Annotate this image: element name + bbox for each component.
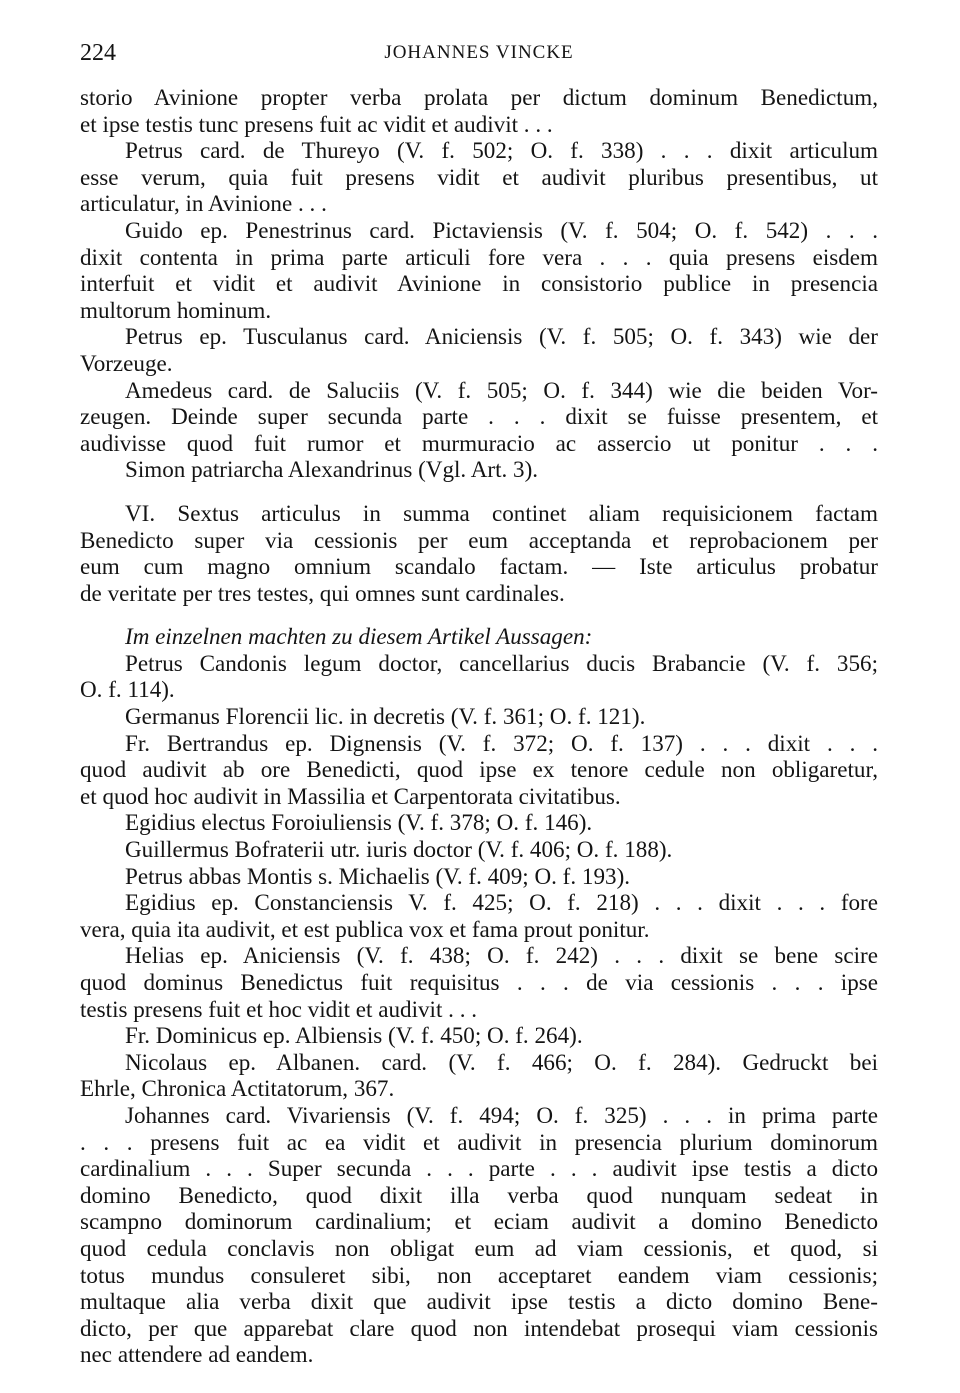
text-line: Petrus card. de Thureyo (V. f. 502; O. f. 338) . . . dixit articulum: [125, 137, 878, 164]
text-line: Vorzeuge.: [80, 349, 173, 376]
text-line: multaque alia verba dixit que audivit ipse testis a dicto domino Bene-: [80, 1288, 878, 1315]
text-line: Nicolaus ep. Albanen. card. (V. f. 466; O. f. 284). Gedruckt bei: [125, 1048, 878, 1075]
text-line: dixit contenta in prima parte articuli fore vera . . . quia presens eisdem: [80, 243, 878, 270]
text-line: quod audivit ab ore Benedicti, quod ipse ex tenore cedule non obligaretur,: [80, 756, 878, 783]
text-line: scampno dominorum cardinalium; et eciam audivit a domino Benedicto: [80, 1208, 878, 1235]
text-line: vera, quia ita audivit, et est publica vox et fama prout ponitur.: [80, 915, 650, 942]
text-line: articulatur, in Avinione . . .: [80, 190, 327, 217]
text-line: Ehrle, Chronica Actitatorum, 367.: [80, 1075, 395, 1102]
text-line: eum cum magno omnium scandalo factam. — Iste articulus probatur: [80, 553, 878, 580]
text-line: Guido ep. Penestrinus card. Pictaviensis (V. f. 504; O. f. 542) . . .: [125, 216, 878, 243]
page-header: [80, 38, 878, 68]
text-line: quod dominus Benedictus fuit requisitus . . . de via cessionis . . . ipse: [80, 969, 878, 995]
text-line: dicto, per que apparebat clare quod non intendebat prosequi viam cessionis: [80, 1314, 878, 1341]
text-line: Johannes card. Vivariensis (V. f. 494; O. f. 325) . . . in prima parte: [125, 1101, 878, 1128]
text-line: Egidius electus Foroiuliensis (V. f. 378; O. f. 146).: [125, 809, 593, 836]
running-head: JOHANNES VINCKE: [384, 42, 574, 63]
text-line: domino Benedicto, quod dixit illa verba quod nunquam sedeat in: [80, 1181, 878, 1208]
text-line: . . . presens fuit ac ea vidit et audivit in presencia plurium dominorum: [80, 1128, 878, 1155]
text-line: totus mundus consuleret sibi, non acceptaret eandem viam cessionis;: [80, 1261, 878, 1288]
text-line: nec attendere ad eandem.: [80, 1341, 314, 1368]
text-line: Amedeus card. de Saluciis (V. f. 505; O. f. 344) wie die beiden Vor-: [125, 376, 878, 403]
text-line: audivisse quod fuit rumor et murmuracio ac assercio ut ponitur . . .: [80, 429, 878, 456]
text-line: quod cedula conclavis non obligat eum ad viam cessionis, et quod, si: [80, 1234, 878, 1261]
text-line: et ipse testis tunc presens fuit ac vidit et audivit . . .: [80, 110, 553, 137]
text-line: Benedicto super via cessionis per eum acceptanda et reprobacionem per: [80, 526, 878, 553]
text-line: Helias ep. Aniciensis (V. f. 438; O. f. 242) . . . dixit se bene scire: [125, 942, 878, 969]
text-line: multorum hominum.: [80, 296, 272, 323]
text-line: Petrus Candonis legum doctor, cancellarius ducis Brabancie (V. f. 356;: [125, 649, 878, 676]
text-line: O. f. 114).: [80, 676, 175, 703]
text-line: storio Avinione propter verba prolata per dictum dominum Benedictum,: [80, 84, 878, 110]
text-line: testis presens fuit et hoc vidit et audivit . . .: [80, 995, 478, 1022]
text-line: de veritate per tres testes, qui omnes sunt cardinales.: [80, 579, 565, 606]
text-line: Fr. Dominicus ep. Albiensis (V. f. 450; O. f. 264).: [125, 1022, 583, 1049]
text-line: interfuit et vidit et audivit Avinione in consistorio publice in presencia: [80, 270, 878, 297]
text-line: esse verum, quia fuit presens vidit et audivit pluribus presentibus, ut: [80, 163, 878, 190]
text-line: Simon patriarcha Alexandrinus (Vgl. Art. 3).: [125, 456, 539, 483]
paragraph-gap: [80, 606, 878, 623]
text-line: Guillermus Bofraterii utr. iuris doctor (V. f. 406; O. f. 188).: [125, 836, 673, 863]
text-line: Germanus Florencii lic. in decretis (V. f. 361; O. f. 121).: [125, 703, 646, 730]
text-line: VI. Sextus articulus in summa continet aliam requisicionem factam: [125, 499, 878, 526]
text-line: Fr. Bertrandus ep. Dignensis (V. f. 372; O. f. 137) . . . dixit . . .: [125, 729, 878, 756]
text-line: Petrus abbas Montis s. Michaelis (V. f. 409; O. f. 193).: [125, 862, 631, 889]
text-line: Petrus ep. Tusculanus card. Aniciensis (V. f. 505; O. f. 343) wie der: [125, 323, 878, 350]
text-line: zeugen. Deinde super secunda parte . . . dixit se fuisse presentem, et: [80, 403, 878, 430]
page-number: 224: [80, 40, 116, 66]
text-line: cardinalium . . . Super secunda . . . parte . . . audivit ipse testis a dicto: [80, 1155, 878, 1182]
section-heading: Im einzelnen machten zu diesem Artikel Aussagen:: [125, 623, 593, 650]
text-line: Egidius ep. Constanciensis V. f. 425; O. f. 218) . . . dixit . . . fore: [125, 889, 878, 916]
text-line: et quod hoc audivit in Massilia et Carpentorata civitatibus.: [80, 782, 621, 809]
paragraph-gap: [80, 483, 878, 500]
body-text: [80, 84, 878, 1368]
